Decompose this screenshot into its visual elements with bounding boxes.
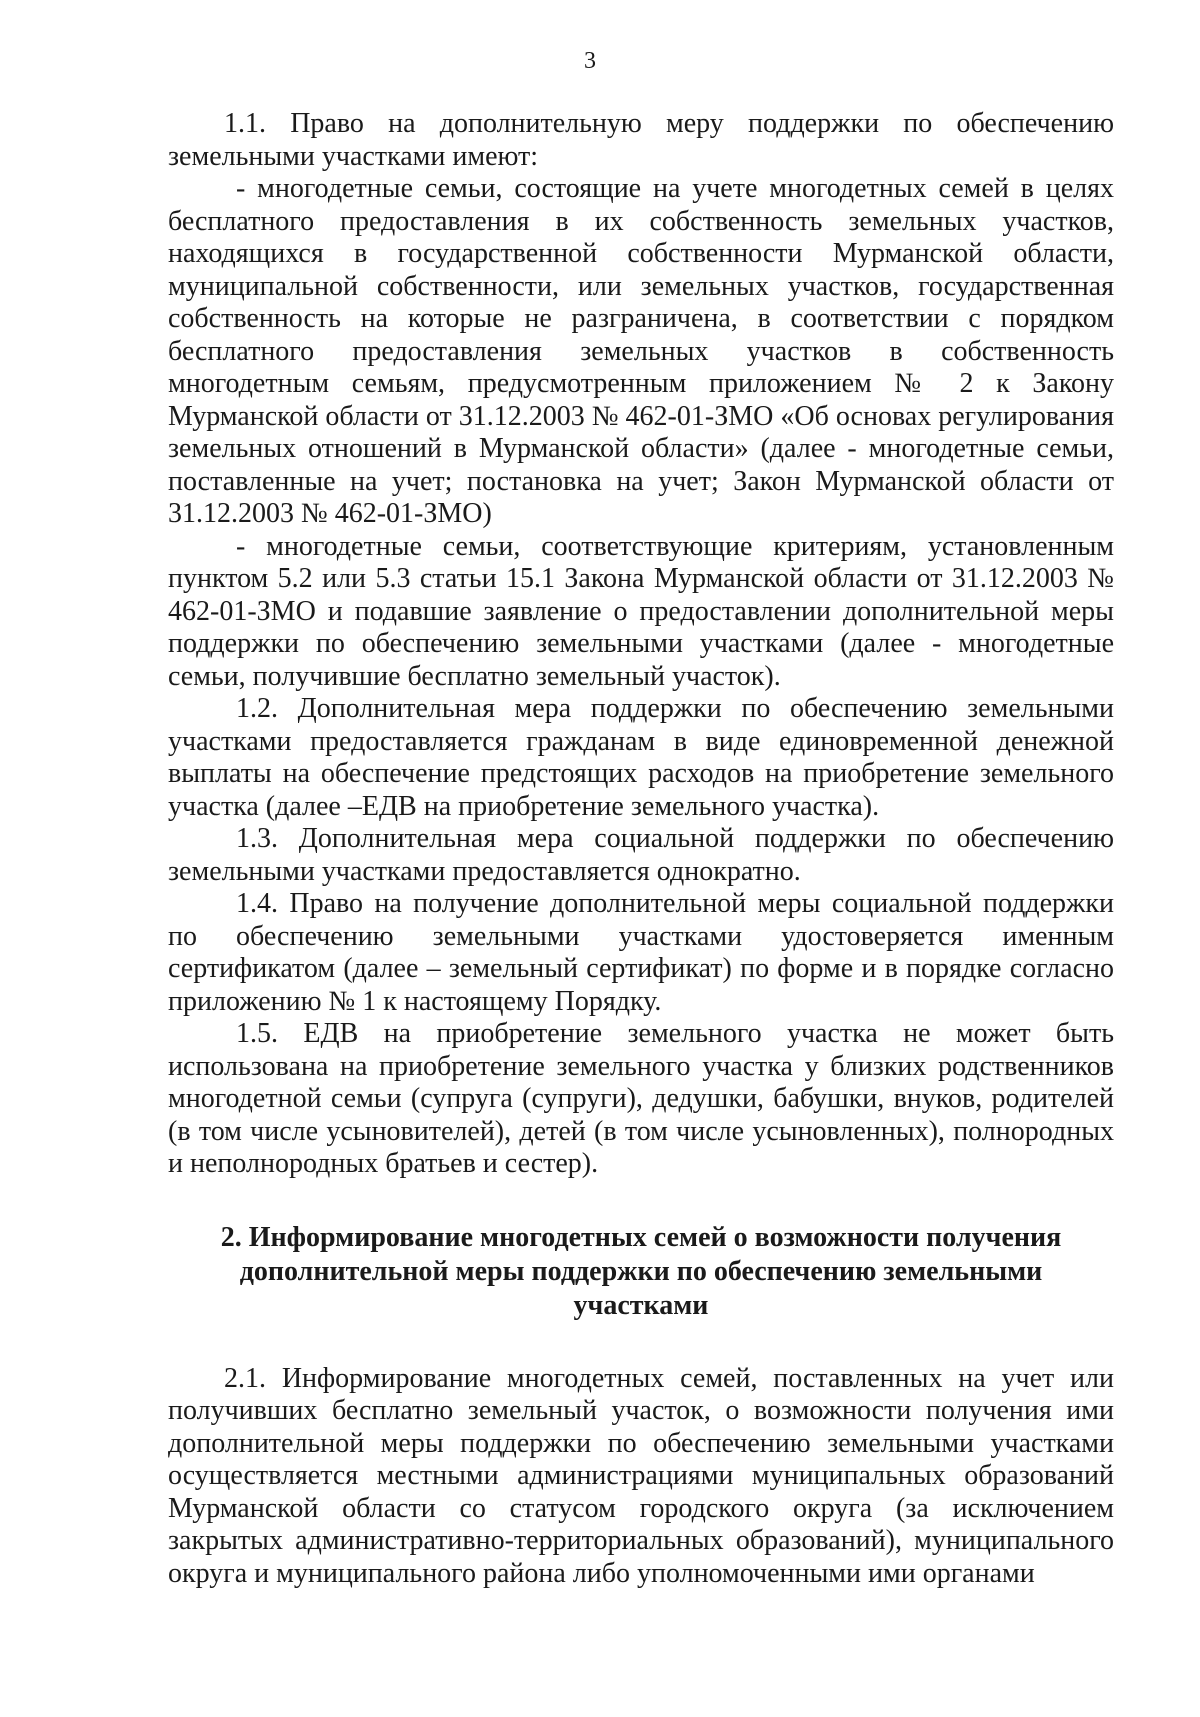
paragraph-bullet-registered-families: - многодетные семьи, состоящие на учете многодетных семей в целях бесплатного предоставления в их собственность земельных участков, находящихся в государственной собственности Мурманской области, муниципальной собственности, или земельных участков, государственная собственность на которые не разграничена, в соответствии с порядком бесплатного предоставления земельных участков в собственность многодетным семьям, предусмотренным приложением № 2 к Закону Мурманской области от 31.12.2003 № 462-01-ЗМО «Об основах регулирования земельных отношений в Мурманской области» (далее - многодетные семьи, поставленные на учет; постановка на учет; Закон Мурманской области от 31.12.2003 № 462-01-ЗМО) [168,173,1114,529]
section-2-heading: 2. Информирование многодетных семей о возможности получения дополнительной меры поддержки по обеспечению земельными участками [220,1221,1062,1321]
paragraph-1-3: 1.3. Дополнительная мера социальной поддержки по обеспечению земельными участками предоставляется однократно. [168,823,1114,887]
paragraph-bullet-families-received-land: - многодетные семьи, соответствующие критериям, установленным пунктом 5.2 или 5.3 статьи 15.1 Закона Мурманской области от 31.12.2003 № 462-01-ЗМО и подавшие заявление о предоставлении дополнительной меры поддержки по обеспечению земельными участками (далее - многодетные семьи, получившие бесплатно земельный участок). [168,530,1114,692]
document-body [168,108,1114,1590]
paragraph-2-1: 2.1. Информирование многодетных семей, поставленных на учет или получивших бесплатно земельный участок, о возможности получения ими дополнительной меры поддержки по обеспечению земельными участками осуществляется местными администрациями муниципальных образований Мурманской области со статусом городского округа (за исключением закрытых административно-территориальных образований), муниципального округа и муниципального района либо уполномоченными ими органами [168,1362,1114,1589]
paragraph-1-2: 1.2. Дополнительная мера поддержки по обеспечению земельными участками предоставляется гражданам в виде единовременной денежной выплаты на обеспечение предстоящих расходов на приобретение земельного участка (далее –ЕДВ на приобретение земельного участка). [168,693,1114,822]
page-number: 3 [584,48,596,74]
paragraph-1-4: 1.4. Право на получение дополнительной меры социальной поддержки по обеспечению земельными участками удостоверяется именным сертификатом (далее – земельный сертификат) по форме и в порядке согласно приложению № 1 к настоящему Порядку. [168,888,1114,1017]
paragraph-1-1: 1.1. Право на дополнительную меру поддержки по обеспечению земельными участками имеют: [168,108,1114,172]
paragraph-1-5: 1.5. ЕДВ на приобретение земельного участка не может быть использована на приобретение земельного участка у близких родственников многодетной семьи (супруга (супруги), дедушки, бабушки, внуков, родителей (в том числе усыновителей), детей (в том числе усыновленных), полнородных и неполнородных братьев и сестер). [168,1018,1114,1179]
